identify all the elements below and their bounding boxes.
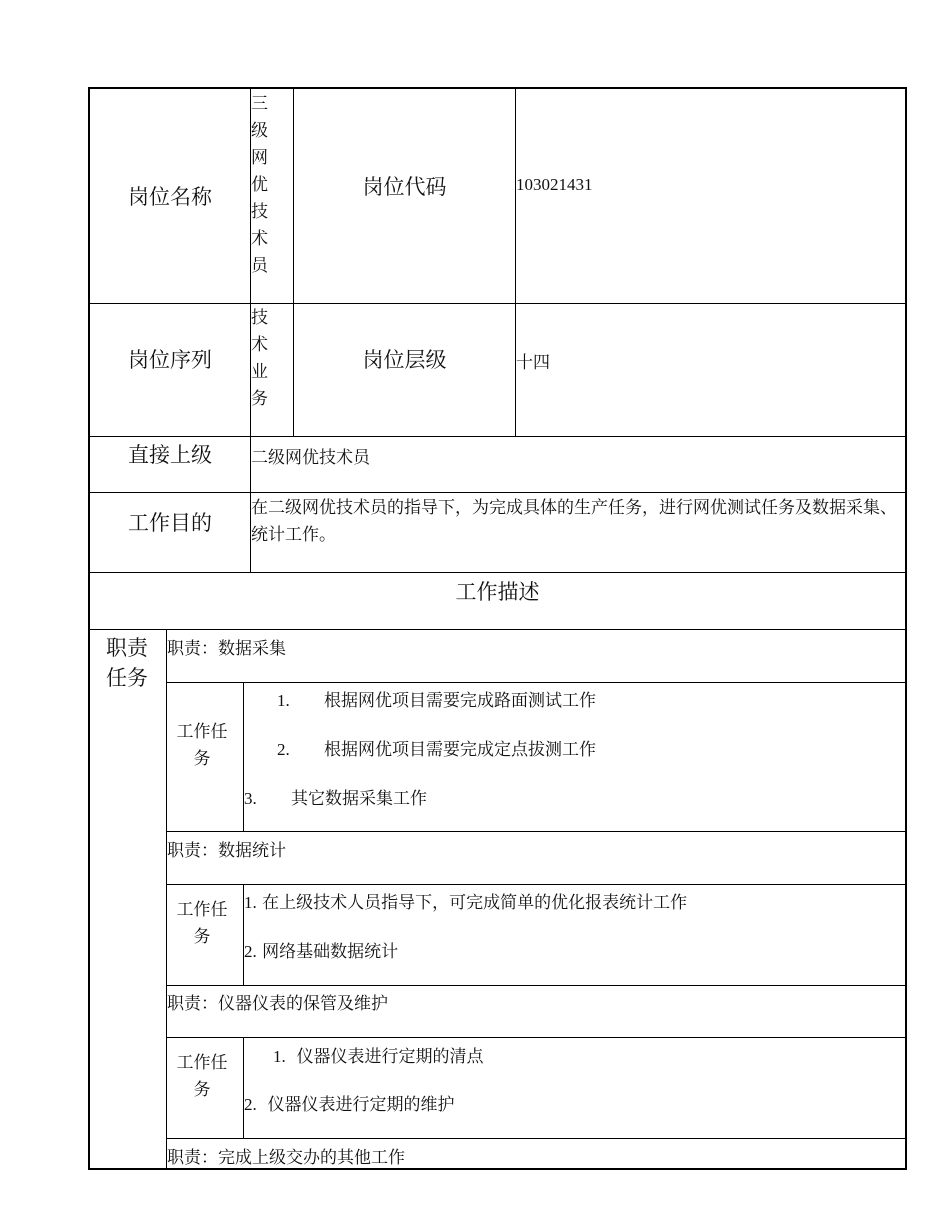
- task-item: [244, 888, 687, 913]
- position-level-label: 岗位层级: [362, 348, 447, 372]
- task-number: 2.: [244, 1095, 257, 1114]
- task-number: 1.: [277, 691, 290, 710]
- direct-superior-label: 直接上级: [128, 443, 212, 467]
- duty-title: 职责：仪器仪表的保管及维护: [167, 994, 388, 1014]
- work-task-label: 工作任务: [176, 1053, 228, 1100]
- position-code-label: 岗位代码: [362, 175, 447, 199]
- position-level-value: 十四: [516, 353, 550, 373]
- border-duty2-tasks-bottom: [166, 985, 907, 986]
- work-task-label: 工作任务: [176, 900, 228, 947]
- border-task1-col: [243, 682, 244, 832]
- task-item: [277, 686, 596, 711]
- border-duty1-tasks-bottom: [166, 831, 907, 832]
- duty-title: 职责：数据统计: [167, 841, 286, 861]
- position-name-value: 三级网优技术员: [251, 94, 268, 276]
- border-duty3-tasks-bottom: [166, 1138, 907, 1139]
- task-number: 2.: [277, 740, 290, 759]
- position-sequence-value: 技术业务: [251, 308, 268, 409]
- work-task-label: 工作任务: [176, 722, 228, 769]
- position-name-label: 岗位名称: [128, 185, 212, 209]
- task-item: [273, 1042, 484, 1067]
- border-duty3-title-bottom: [166, 1037, 907, 1038]
- border-duty1-title-bottom: [166, 682, 907, 683]
- duties-label: 职责任务: [106, 636, 148, 690]
- border-right: [905, 87, 907, 1170]
- border-duties-col: [166, 629, 167, 1169]
- work-purpose-value: 在二级网优技术员的指导下，为完成具体的生产任务，进行网优测试任务及数据采集、统计工作。: [251, 498, 897, 545]
- task-text: 根据网优项目需要完成定点拔测工作: [324, 740, 596, 760]
- direct-superior-value: 二级网优技术员: [251, 448, 370, 468]
- task-item: [244, 1090, 455, 1115]
- work-purpose-label: 工作目的: [128, 511, 212, 535]
- duty-title: 职责：数据采集: [167, 639, 286, 659]
- task-text: 仪器仪表进行定期的清点: [296, 1047, 484, 1067]
- task-text: 在上级技术人员指导下，可完成简单的优化报表统计工作: [262, 893, 688, 913]
- task-number: 1.: [273, 1047, 286, 1066]
- task-text: 其它数据采集工作: [291, 789, 427, 809]
- border-task3-col: [243, 1037, 244, 1139]
- border-bottom: [88, 1168, 907, 1170]
- task-text: 网络基础数据统计: [262, 942, 399, 962]
- section-title: 工作描述: [455, 580, 540, 604]
- task-text: 根据网优项目需要完成路面测试工作: [324, 691, 596, 711]
- task-number: 1.: [244, 893, 257, 912]
- task-item: [244, 937, 398, 962]
- task-item: [244, 784, 427, 809]
- task-number: 2.: [244, 942, 257, 961]
- task-text: 仪器仪表进行定期的维护: [267, 1095, 455, 1115]
- task-item: [277, 735, 596, 760]
- task-number: 3.: [244, 789, 257, 808]
- border-label2-col: [515, 87, 516, 437]
- position-code-value: 103021431: [516, 175, 593, 194]
- border-duty2-title-bottom: [166, 884, 907, 885]
- position-sequence-label: 岗位序列: [128, 348, 212, 372]
- border-section-bottom: [88, 629, 907, 630]
- duty-title: 职责：完成上级交办的其他工作: [167, 1148, 405, 1168]
